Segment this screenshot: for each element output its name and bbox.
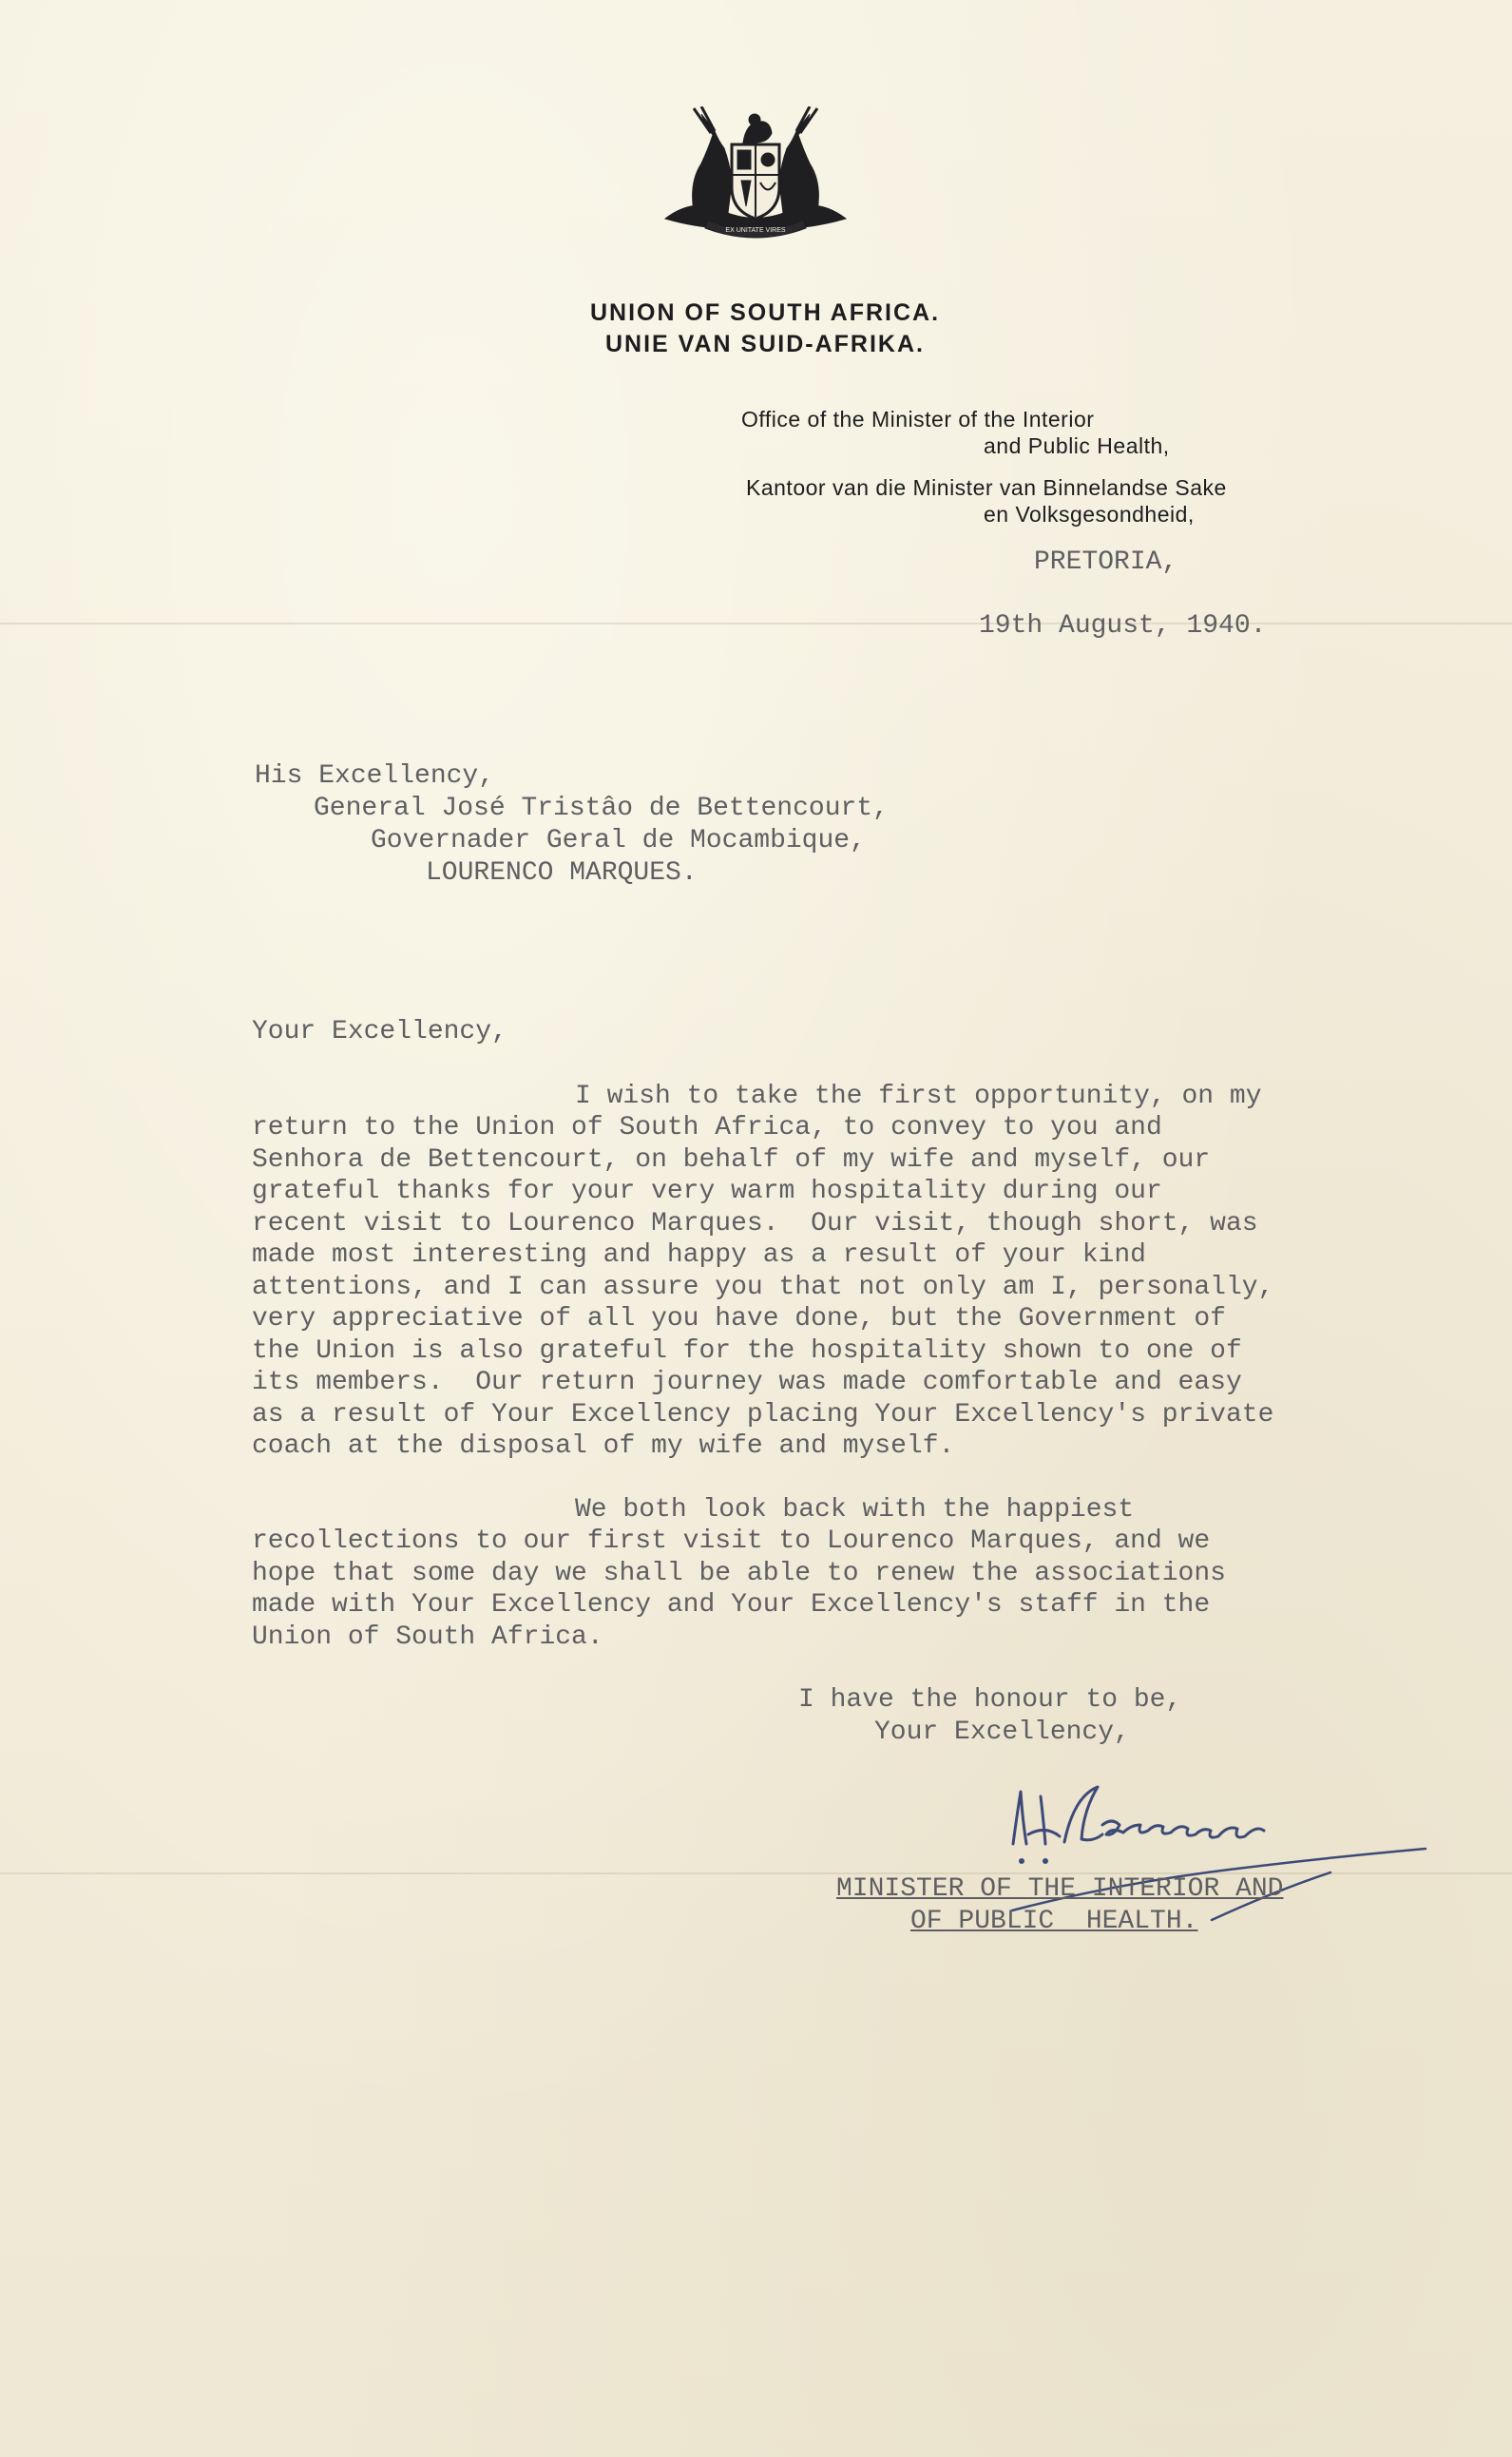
body-line: recent visit to Lourenco Marques. Our visit, though short, was bbox=[252, 1209, 1258, 1238]
body-line: made most interesting and happy as a result of your kind bbox=[252, 1240, 1146, 1270]
body-line: as a result of Your Excellency placing Your Excellency's private bbox=[252, 1400, 1274, 1430]
body-line: Union of South Africa. bbox=[252, 1622, 603, 1652]
address-line: His Excellency, bbox=[255, 761, 495, 791]
body-line: the Union is also grateful for the hospitality shown to one of bbox=[252, 1336, 1242, 1366]
office-english-line2: and Public Health, bbox=[984, 433, 1170, 458]
body-line: attentions, and I can assure you that not only am I, personally, bbox=[252, 1273, 1274, 1302]
letter-date: 19th August, 1940. bbox=[979, 611, 1267, 641]
body-line: return to the Union of South Africa, to convey to you and bbox=[252, 1113, 1162, 1142]
coat-of-arms-icon bbox=[656, 106, 855, 240]
body-line: We both look back with the happiest bbox=[575, 1495, 1135, 1525]
body-line: hope that some day we shall be able to renew the associations bbox=[252, 1559, 1226, 1588]
handwritten-signature bbox=[1007, 1768, 1435, 1977]
signatory-title-line1: MINISTER OF THE INTERIOR AND bbox=[836, 1874, 1284, 1904]
body-line: made with Your Excellency and Your Excellency's staff in the bbox=[252, 1590, 1211, 1620]
country-name-afrikaans: UNIE VAN SUID-AFRIKA. bbox=[605, 331, 925, 357]
svg-text:EX UNITATE VIRES: EX UNITATE VIRES bbox=[725, 227, 786, 234]
body-line: recollections to our first visit to Lourenco Marques, and we bbox=[252, 1526, 1211, 1556]
body-line: very appreciative of all you have done, but the Government of bbox=[252, 1304, 1226, 1334]
body-line: I wish to take the first opportunity, on my bbox=[575, 1082, 1262, 1111]
signatory-title-line2: OF PUBLIC HEALTH. bbox=[910, 1907, 1198, 1936]
body-line: Senhora de Bettencourt, on behalf of my wife and myself, our bbox=[252, 1145, 1211, 1175]
office-afrikaans-line1: Kantoor van die Minister van Binnelandse Sake bbox=[746, 475, 1227, 500]
place: PRETORIA, bbox=[1034, 547, 1178, 577]
address-line: LOURENCO MARQUES. bbox=[426, 858, 698, 888]
office-english-line1: Office of the Minister of the Interior bbox=[741, 407, 1095, 432]
office-afrikaans-line2: en Volksgesondheid, bbox=[984, 502, 1195, 527]
paper-fold-line bbox=[0, 623, 1512, 624]
address-line: General José Tristâo de Bettencourt, bbox=[314, 794, 889, 823]
body-line: its members. Our return journey was made comfortable and easy bbox=[252, 1368, 1242, 1397]
salutation: Your Excellency, bbox=[252, 1017, 507, 1046]
closing-line: I have the honour to be, bbox=[798, 1685, 1182, 1715]
address-line: Governader Geral de Mocambique, bbox=[371, 826, 866, 855]
body-line: coach at the disposal of my wife and myself. bbox=[252, 1431, 955, 1461]
closing-line: Your Excellency, bbox=[874, 1718, 1130, 1747]
country-name-english: UNION OF SOUTH AFRICA. bbox=[589, 299, 941, 326]
body-line: grateful thanks for your very warm hospitality during our bbox=[252, 1177, 1162, 1206]
